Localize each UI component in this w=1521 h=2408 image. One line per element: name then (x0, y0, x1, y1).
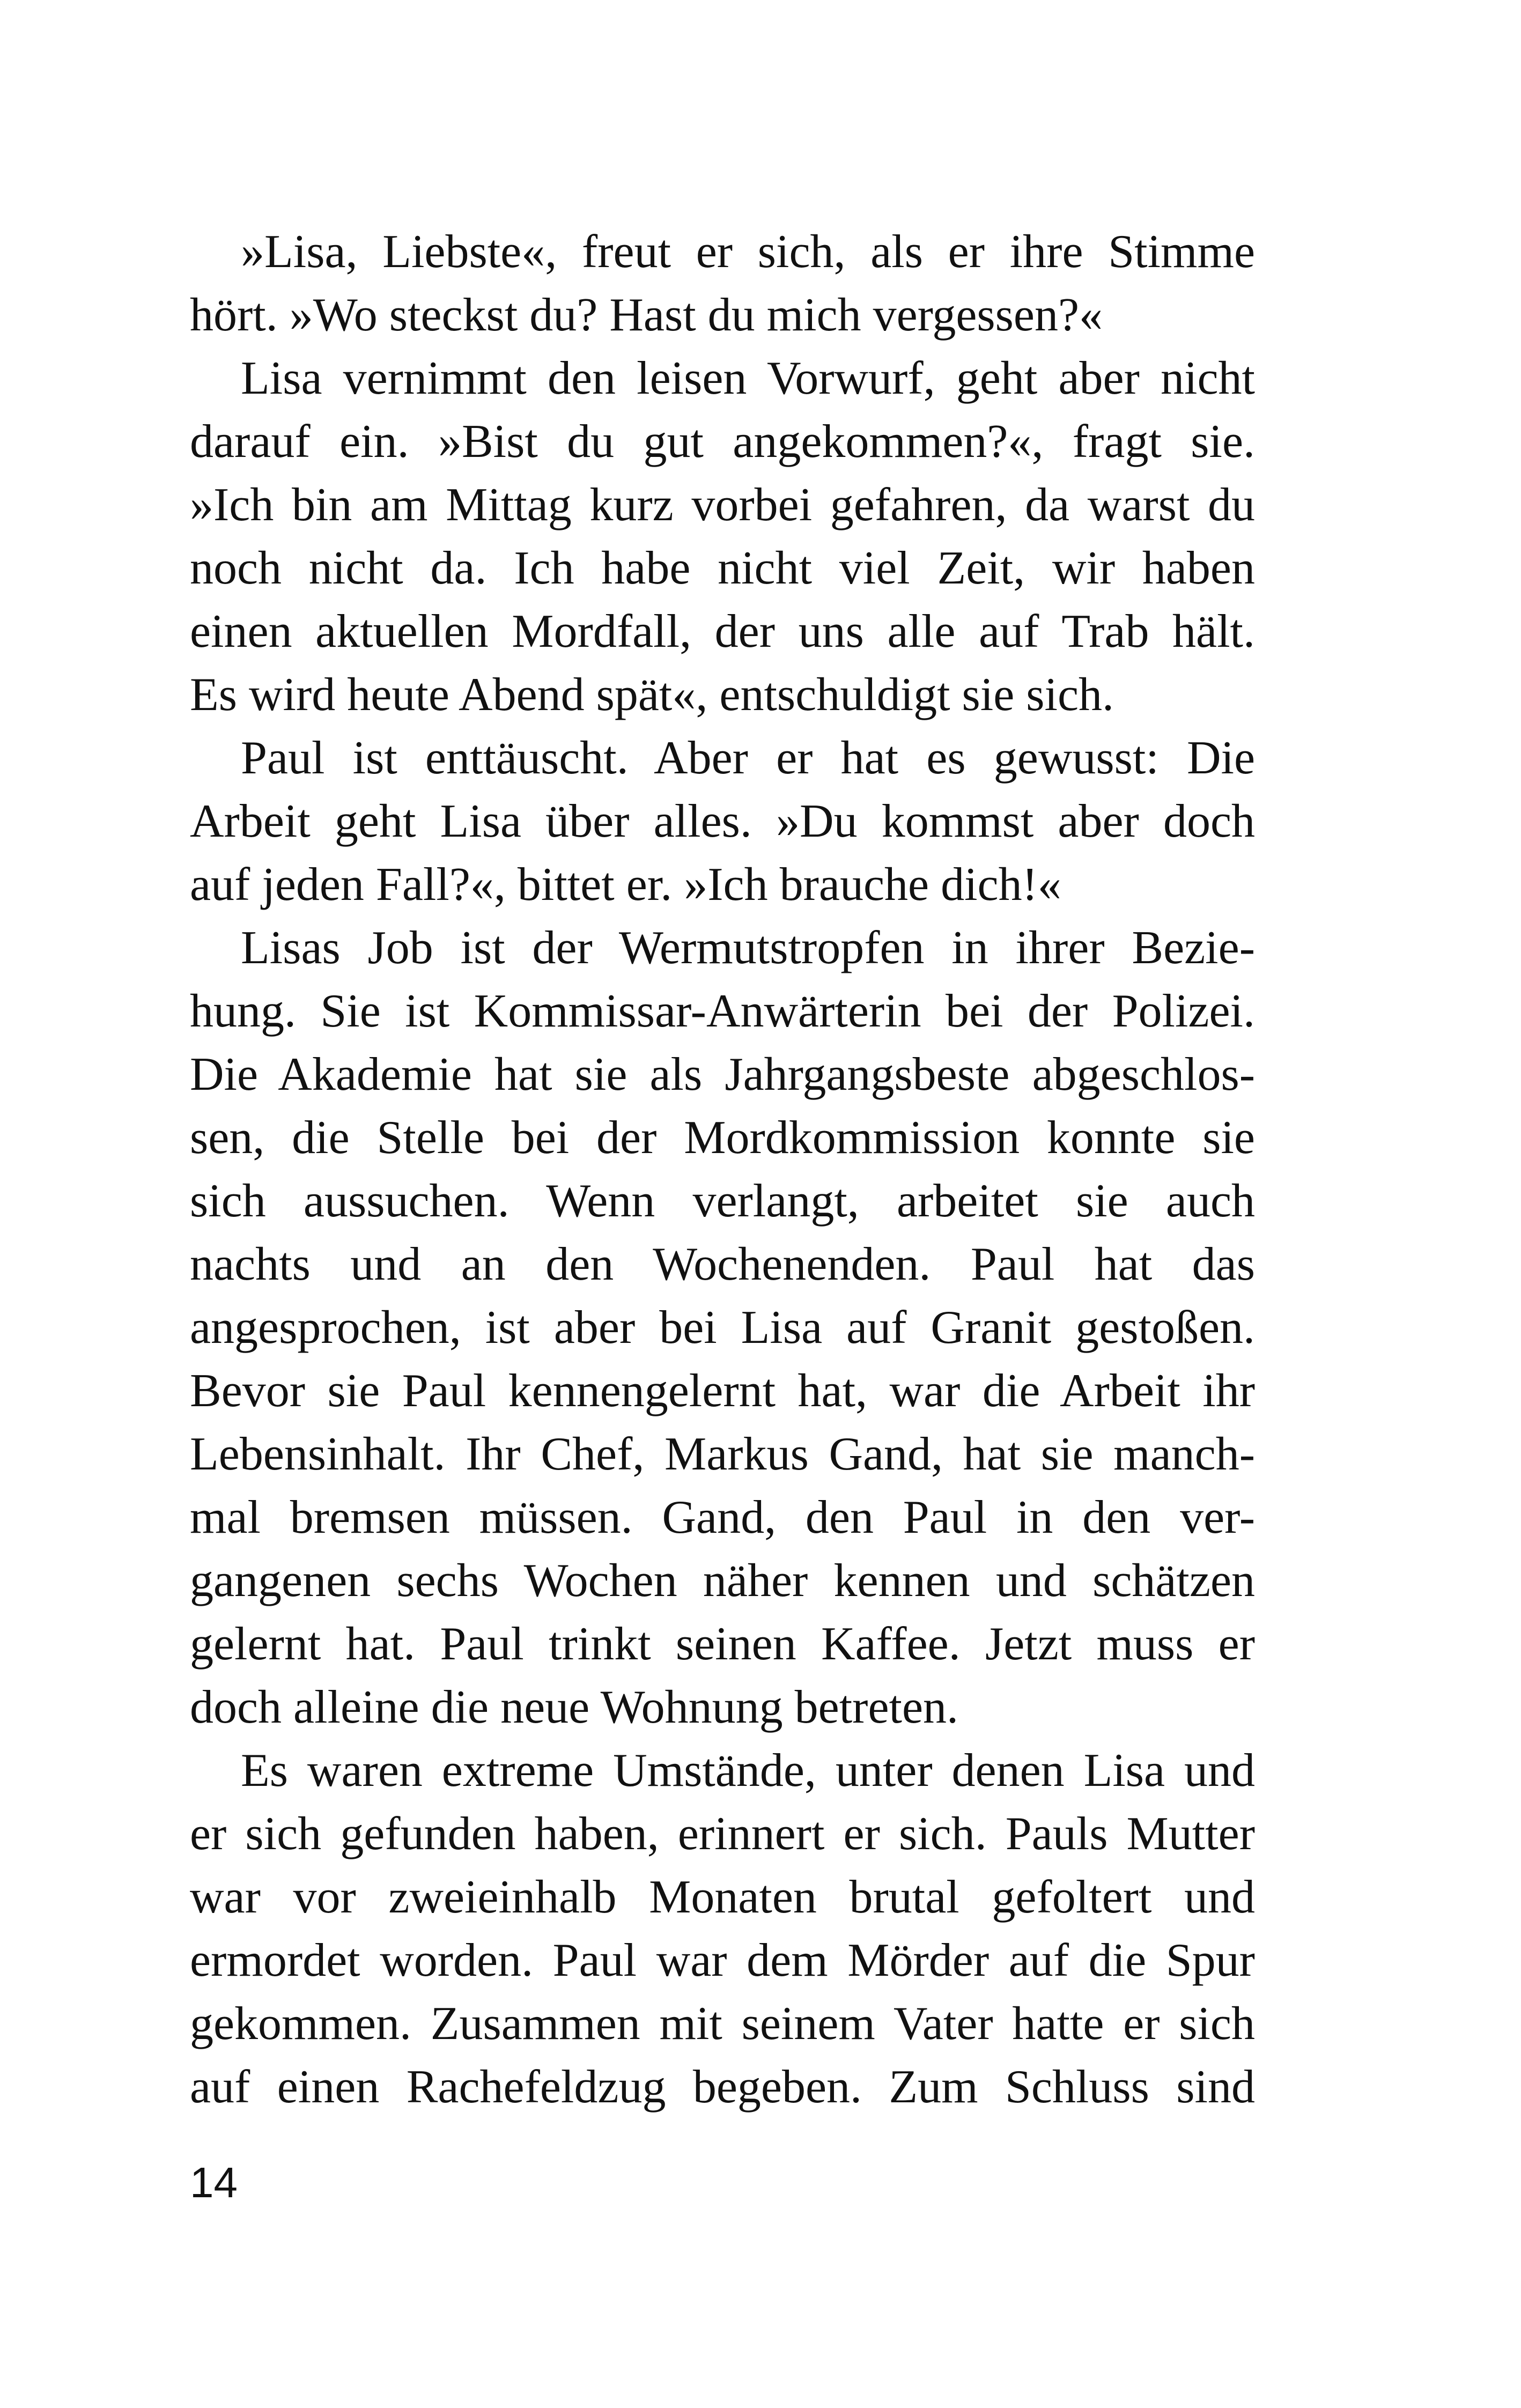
text-line: darauf ein. »Bist du gut angekommen?«, fragt sie. (190, 416, 1255, 468)
text-line: Lebensinhalt. Ihr Chef, Markus Gand, hat sie manch- (190, 1428, 1255, 1480)
text-line: er sich gefunden haben, erinnert er sich. Pauls Mutter (190, 1808, 1255, 1860)
text-line: angesprochen, ist aber bei Lisa auf Granit gestoßen. (190, 1302, 1255, 1354)
page-number: 14 (190, 2159, 238, 2206)
text-line: Arbeit geht Lisa über alles. »Du kommst aber doch (190, 795, 1255, 847)
text-line: war vor zweieinhalb Monaten brutal gefoltert und (190, 1871, 1255, 1923)
text-line: gangenen sechs Wochen näher kennen und schätzen (190, 1555, 1255, 1607)
text-line: »Ich bin am Mittag kurz vorbei gefahren, da warst du (190, 479, 1255, 531)
text-line: noch nicht da. Ich habe nicht viel Zeit, wir haben (190, 542, 1255, 594)
text-line: sich aussuchen. Wenn verlangt, arbeitet sie auch (190, 1175, 1255, 1227)
text-line: auf einen Rachefeldzug begeben. Zum Schluss sind (190, 2061, 1255, 2113)
text-line: auf jeden Fall?«, bittet er. »Ich brauche dich!« (190, 859, 1061, 911)
text-line: gelernt hat. Paul trinkt seinen Kaffee. Jetzt muss er (190, 1618, 1255, 1670)
text-line: »Lisa, Liebste«, freut er sich, als er ihre Stimme (241, 226, 1255, 278)
text-line: Paul ist enttäuscht. Aber er hat es gewusst: Die (241, 732, 1255, 784)
text-line: Bevor sie Paul kennengelernt hat, war die Arbeit ihr (190, 1365, 1255, 1417)
text-line: sen, die Stelle bei der Mordkommission konnte sie (190, 1112, 1255, 1164)
text-line: Es waren extreme Umstände, unter denen Lisa und (241, 1745, 1255, 1797)
text-line: Lisas Job ist der Wermutstropfen in ihrer Bezie- (241, 922, 1255, 974)
text-line: Die Akademie hat sie als Jahrgangsbeste abgeschlos- (190, 1048, 1255, 1100)
text-line: einen aktuellen Mordfall, der uns alle auf Trab hält. (190, 605, 1255, 658)
text-line: Lisa vernimmt den leisen Vorwurf, geht aber nicht (241, 352, 1255, 404)
text-line: hört. »Wo steckst du? Hast du mich vergessen?« (190, 289, 1103, 341)
text-line: hung. Sie ist Kommissar-Anwärterin bei der Polizei. (190, 985, 1255, 1037)
text-line: nachts und an den Wochenenden. Paul hat das (190, 1238, 1255, 1290)
text-line: gekommen. Zusammen mit seinem Vater hatte er sich (190, 1998, 1255, 2050)
text-line: mal bremsen müssen. Gand, den Paul in den ver- (190, 1491, 1255, 1543)
text-line: doch alleine die neue Wohnung betreten. (190, 1681, 959, 1733)
text-line: ermordet worden. Paul war dem Mörder auf die Spur (190, 1934, 1255, 1986)
text-line: Es wird heute Abend spät«, entschuldigt sie sich. (190, 669, 1114, 721)
